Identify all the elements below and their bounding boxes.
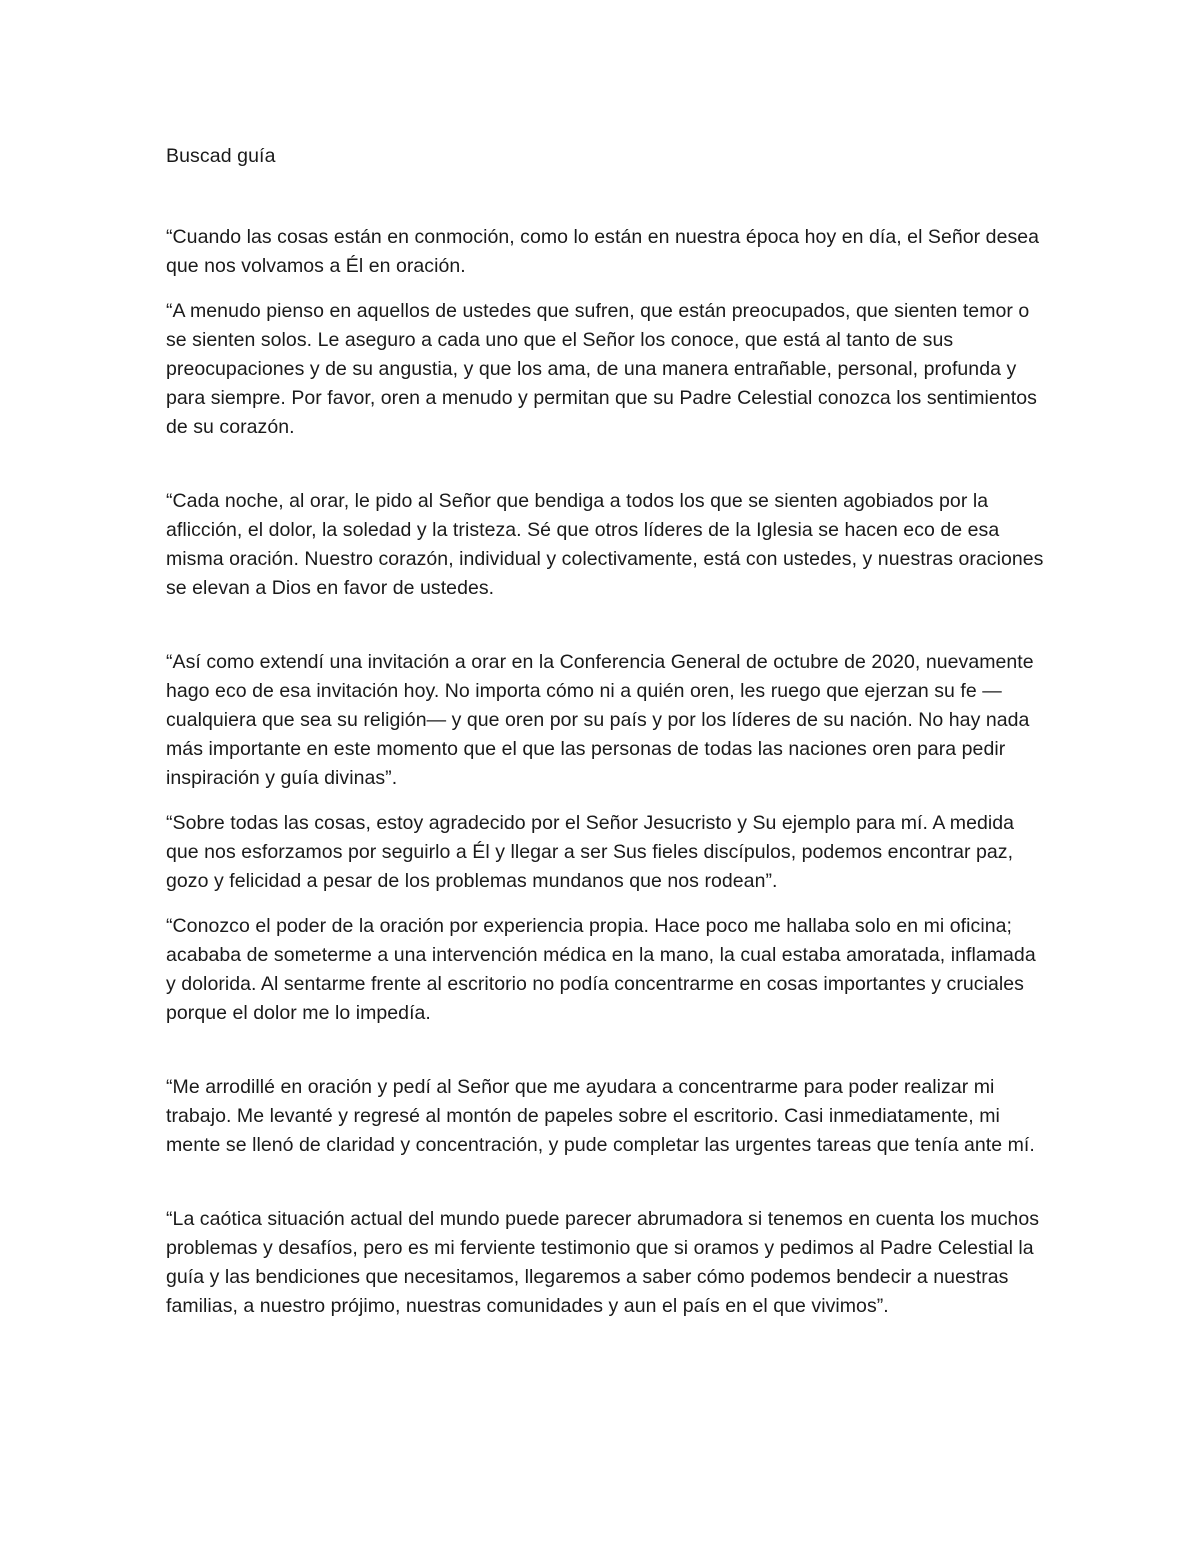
- paragraph-2: “A menudo pienso en aquellos de ustedes que sufren, que están preocupados, que sienten temor o se sienten solos. Le aseguro a cada uno que el Señor los conoce, que está al tanto de sus preocupaciones y de su angustia, y que los ama, de una manera entrañable, personal, profunda y para siempre. Por favor, oren a menudo y permitan que su Padre Celestial conozca los sentimientos de su corazón.: [166, 300, 1037, 438]
- paragraph-3: “Cada noche, al orar, le pido al Señor que bendiga a todos los que se sienten agobiados por la aflicción, el dolor, la soledad y la tristeza. Sé que otros líderes de la Iglesia se hacen eco de esa misma oración. Nuestro corazón, individual y colectivamente, está con ustedes, y nuestras oraciones se elevan a Dios en favor de ustedes.: [166, 490, 1044, 599]
- paragraph-7: “Me arrodillé en oración y pedí al Señor que me ayudara a concentrarme para poder realizar mi trabajo. Me levanté y regresé al montón de papeles sobre el escritorio. Casi inmediatamente, mi mente se llenó de claridad y concentración, y pude completar las urgentes tareas que tenía ante mí.: [166, 1076, 1035, 1156]
- paragraph-6: “Conozco el poder de la oración por experiencia propia. Hace poco me hallaba solo en mi oficina; acababa de someterme a una intervención médica en la mano, la cual estaba amoratada, inflamada y dolorida. Al sentarme frente al escritorio no podía concentrarme en cosas importantes y cruciales porque el dolor me lo impedía.: [166, 915, 1036, 1024]
- paragraph-4: “Así como extendí una invitación a orar en la Conferencia General de octubre de 2020, nuevamente hago eco de esa invitación hoy. No importa cómo ni a quién oren, les ruego que ejerzan su fe —cualquiera que sea su religión— y que oren por su país y por los líderes de su nación. No hay nada más importante en este momento que el que las personas de todas las naciones oren para pedir inspiración y guía divinas”.: [166, 651, 1034, 789]
- paragraph-5: “Sobre todas las cosas, estoy agradecido por el Señor Jesucristo y Su ejemplo para mí. A medida que nos esforzamos por seguirlo a Él y llegar a ser Sus fieles discípulos, podemos encontrar paz, gozo y felicidad a pesar de los problemas mundanos que nos rodean”.: [166, 812, 1015, 892]
- document-body: [166, 142, 1046, 1321]
- paragraph-8: “La caótica situación actual del mundo puede parecer abrumadora si tenemos en cuenta los muchos problemas y desafíos, pero es mi ferviente testimonio que si oramos y pedimos al Padre Celestial la guía y las bendiciones que necesitamos, llegaremos a saber cómo podemos bendecir a nuestras familias, a nuestro prójimo, nuestras comunidades y aun el país en el que vivimos”.: [166, 1208, 1040, 1317]
- document-title: Buscad guía: [166, 145, 276, 167]
- paragraph-1: “Cuando las cosas están en conmoción, como lo están en nuestra época hoy en día, el Señor desea que nos volvamos a Él en oración.: [166, 226, 1040, 277]
